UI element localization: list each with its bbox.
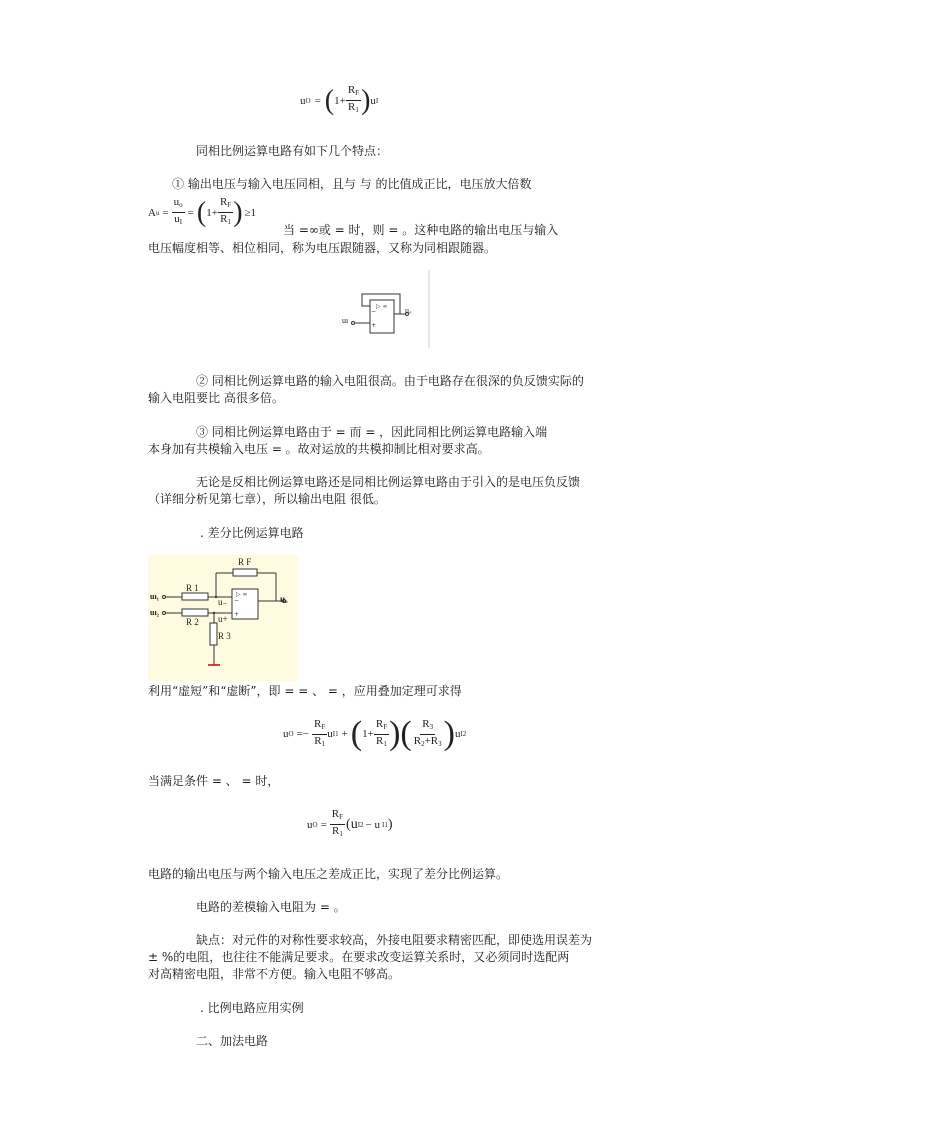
paragraph-follower-1: 当 =∞或 = 时，则 = 。这种电路的输出电压与输入 [283, 223, 559, 237]
paragraph-follower-2: 电压幅度相等、相位相同，称为电压跟随器，又称为同相跟随器。 [148, 241, 497, 255]
svg-text:−: − [371, 308, 377, 315]
paragraph-features-intro: 同相比例运算电路有如下几个特点： [196, 144, 389, 158]
paragraph-output-resistance-a: 无论是反相比例运算电路还是同相比例运算电路由于引入的是电压负反馈 [196, 475, 581, 489]
label-ui2: uı₂ [150, 608, 160, 617]
paragraph-condition: 当满足条件 = 、 = 时， [148, 774, 280, 788]
paragraph-feature-1: ① 输出电压与输入电压同相，且与 与 的比值成正比，电压放大倍数 [172, 177, 532, 191]
label-up: u+ [218, 614, 228, 624]
heading-adder-circuit: 二、加法电路 [196, 1034, 269, 1048]
voltage-follower-figure [340, 270, 432, 348]
paragraph-conclusion: 电路的输出电压与两个输入电压之差成正比，实现了差分比例运算。 [148, 867, 509, 881]
label-r1: R 1 [186, 583, 199, 593]
paragraph-drawbacks-a: 缺点：对元件的对称性要求较高，外接电阻要求精密匹配，即使选用误差为 [196, 933, 593, 947]
heading-differential: . 差分比例运算电路 [200, 526, 304, 540]
svg-text:▷ ∞: ▷ ∞ [236, 591, 248, 598]
label-ui1: uı₁ [150, 592, 160, 601]
paragraph-superposition: 利用“虚短”和“虚断”，即 = = 、 = ，应用叠加定理可求得 [148, 684, 462, 698]
paragraph-feature-2a: ② 同相比例运算电路的输入电阻很高。由于电路存在很深的负反馈实际的 [196, 374, 584, 388]
paragraph-feature-2b: 输入电阻要比 高很多倍。 [148, 391, 284, 405]
paragraph-input-resistance: 电路的差模输入电阻为 = 。 [196, 900, 346, 914]
equation-differential-general: u O =− $\frac{R_F}{R_1}$ u I1 + ( 1+ $\frac{R_F}{R_1}$ )( $\frac{R_3}{R_2+R_3}$ ) u I2 [283, 715, 467, 752]
label-uo: uₒ [280, 594, 288, 604]
label-rf: R F [238, 557, 252, 567]
equation-voltage-gain: A u = $\frac{u_o}{u_I}$ = ( 1+ $\frac{R_F}{R_1}$ ) ≥1 [148, 196, 257, 228]
svg-text:+: + [234, 611, 240, 618]
paragraph-drawbacks-b: ± %的电阻，也往往不能满足要求。在要求改变运算关系时，又必须同时选配两 [148, 950, 570, 964]
label-r2: R 2 [186, 617, 199, 627]
equation-noninverting-gain: u O = ( 1+ $\frac{R_F}{R_1}$ ) u I [300, 84, 379, 116]
heading-application-examples: . 比例电路应用实例 [200, 1001, 304, 1015]
label-un: u₋ [218, 597, 228, 607]
svg-text:▷ ∞: ▷ ∞ [376, 303, 388, 310]
paragraph-feature-3a: ③ 同相比例运算电路由于 = 而 = ，因此同相比例运算电路输入端 [196, 425, 548, 439]
follower-input-label: uı [342, 316, 349, 325]
follower-output-label: uₒ [405, 306, 412, 315]
svg-text:+: + [371, 322, 377, 329]
equation-differential-simplified: u O = $\frac{R_F}{R_1}$ (u I2 − u I1 ) [307, 808, 393, 838]
svg-text:−: − [234, 597, 240, 604]
paragraph-drawbacks-c: 对高精密电阻，非常不方便。输入电阻不够高。 [148, 967, 401, 981]
paragraph-feature-3b: 本身加有共模输入电压 = 。故对运放的共模抑制比相对要求高。 [148, 442, 490, 456]
label-r3: R 3 [218, 631, 231, 641]
paragraph-output-resistance-b: （详细分析见第七章），所以输出电阻 很低。 [148, 492, 386, 506]
